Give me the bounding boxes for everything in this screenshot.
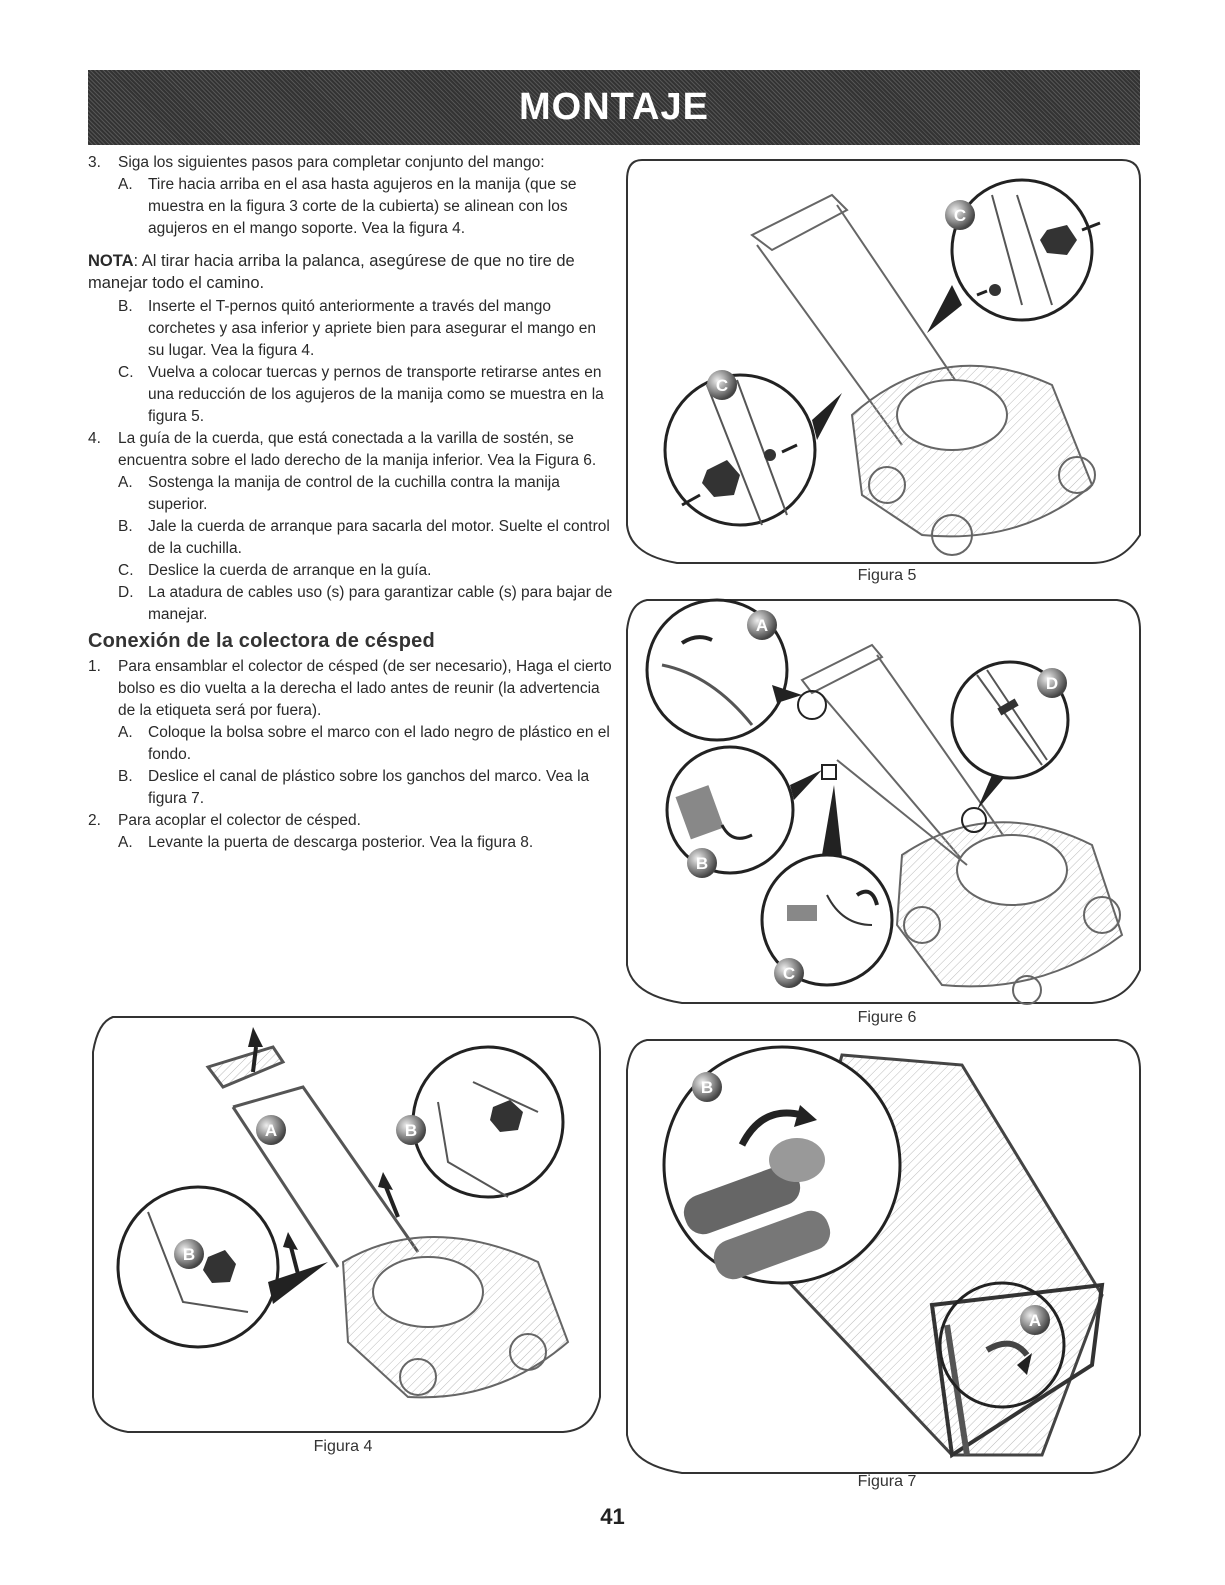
- callout-letter: A: [264, 1121, 278, 1140]
- substep-label: A.: [118, 724, 133, 741]
- detail-callout-top: [952, 180, 1092, 320]
- step-text: La guía de la cuerda, que está conectada a la varilla de sostén, se encuentra sobre el lado derecho de la manija inferior. Vea la Figura 6.: [118, 430, 597, 469]
- detail-callout-b-top: [413, 1047, 563, 1197]
- section-banner: [88, 70, 1140, 145]
- callout-letter: A: [755, 616, 769, 635]
- substep-text: Vuelva a colocar tuercas y pernos de transporte retirarse antes en una reducción de los agujeros de la manija como se muestra en la figura 5.: [148, 364, 604, 425]
- callout-letter: A: [1028, 1311, 1042, 1330]
- substep-1b: [88, 766, 613, 810]
- figure-5: [622, 155, 1144, 584]
- page-title: MONTAJE: [519, 86, 709, 128]
- step-text: Para acoplar el colector de césped.: [118, 812, 361, 829]
- step-3: [88, 152, 613, 174]
- substep-text: Levante la puerta de descarga posterior. Vea la figura 8.: [148, 834, 534, 851]
- callout-letter: B: [182, 1245, 196, 1264]
- figure-7-caption: Figura 7: [857, 1473, 917, 1490]
- step-text: Para ensamblar el colector de césped (de ser necesario), Haga el cierto bolso es dio vuelta a la derecha el lado antes de reunir (la advertencia de la etiqueta será por fuera).: [118, 658, 612, 719]
- substep-text: La atadura de cables uso (s) para garantizar cable (s) para bajar de manejar.: [148, 584, 613, 623]
- callout-letter: B: [404, 1121, 418, 1140]
- callout-letter: C: [782, 964, 796, 983]
- substep-text: Inserte el T-pernos quitó anteriormente a través del mango corchetes y asa inferior y apriete bien para asegurar el mango en su lugar. Vea la figura 4.: [148, 298, 597, 359]
- instructions-column: [88, 152, 613, 854]
- step-number: 2.: [88, 812, 101, 829]
- substep-text: Tire hacia arriba en el asa hasta agujeros en la manija (que se muestra en la figura 3 corte de la cubierta) se alinean con los agujeros en el mango soporte. Vea la figura 4.: [148, 176, 577, 237]
- substep-label: B.: [118, 518, 133, 535]
- step-number: 3.: [88, 154, 101, 171]
- substep-4c: [88, 560, 613, 582]
- note-label: NOTA: [88, 252, 134, 270]
- note-paragraph: [88, 250, 613, 294]
- figure-6-illustration: [622, 595, 1144, 1007]
- step-number: 4.: [88, 430, 101, 447]
- substep-label: B.: [118, 768, 133, 785]
- step-1: [88, 656, 613, 722]
- detail-callout-b-bottom: [118, 1187, 278, 1347]
- figure-6-caption: Figure 6: [857, 1009, 917, 1026]
- note-text: : Al tirar hacia arriba la palanca, asegúrese de que no tire de manejar todo el camino.: [88, 252, 575, 292]
- substep-label: C.: [118, 364, 134, 381]
- substep-4b: [88, 516, 613, 560]
- callout-letter: C: [953, 206, 967, 225]
- figure-5-caption: Figura 5: [857, 567, 917, 584]
- substep-text: Coloque la bolsa sobre el marco con el lado negro de plástico en el fondo.: [148, 724, 610, 763]
- substep-2a: [88, 832, 613, 854]
- substep-label: B.: [118, 298, 133, 315]
- substep-label: A.: [118, 176, 133, 193]
- substep-text: Deslice la cuerda de arranque en la guía.: [148, 562, 432, 579]
- substep-3c: [88, 362, 613, 428]
- substep-4a: [88, 472, 613, 516]
- callout-letter: B: [700, 1078, 714, 1097]
- substep-3b: [88, 296, 613, 362]
- figure-5-illustration: [622, 155, 1144, 567]
- substep-label: A.: [118, 474, 133, 491]
- substep-text: Deslice el canal de plástico sobre los ganchos del marco. Vea la figura 7.: [148, 768, 590, 807]
- substep-text: Sostenga la manija de control de la cuchilla contra la manija superior.: [148, 474, 560, 513]
- callout-letter: D: [1045, 674, 1059, 693]
- figure-4: [88, 1012, 608, 1455]
- substep-text: Jale la cuerda de arranque para sacarla del motor. Suelte el control de la cuchilla.: [148, 518, 610, 557]
- figure-7-illustration: [622, 1035, 1144, 1475]
- substep-1a: [88, 722, 613, 766]
- step-number: 1.: [88, 658, 101, 675]
- figure-6: [622, 595, 1144, 1026]
- step-text: Siga los siguientes pasos para completar conjunto del mango:: [118, 154, 545, 171]
- section-heading: Conexión de la colectora de césped: [88, 630, 435, 652]
- figure-4-caption: Figura 4: [313, 1438, 373, 1455]
- substep-label: D.: [118, 584, 134, 601]
- page-number: 41: [600, 1504, 625, 1529]
- callout-letter: C: [715, 376, 729, 395]
- substep-3a: [88, 174, 613, 240]
- substep-label: C.: [118, 562, 134, 579]
- substep-4d: [88, 582, 613, 626]
- substep-label: A.: [118, 834, 133, 851]
- figure-7: [622, 1035, 1144, 1490]
- callout-letter: B: [695, 854, 709, 873]
- step-4: [88, 428, 613, 472]
- figure-4-illustration: [88, 1012, 608, 1436]
- step-2: [88, 810, 613, 832]
